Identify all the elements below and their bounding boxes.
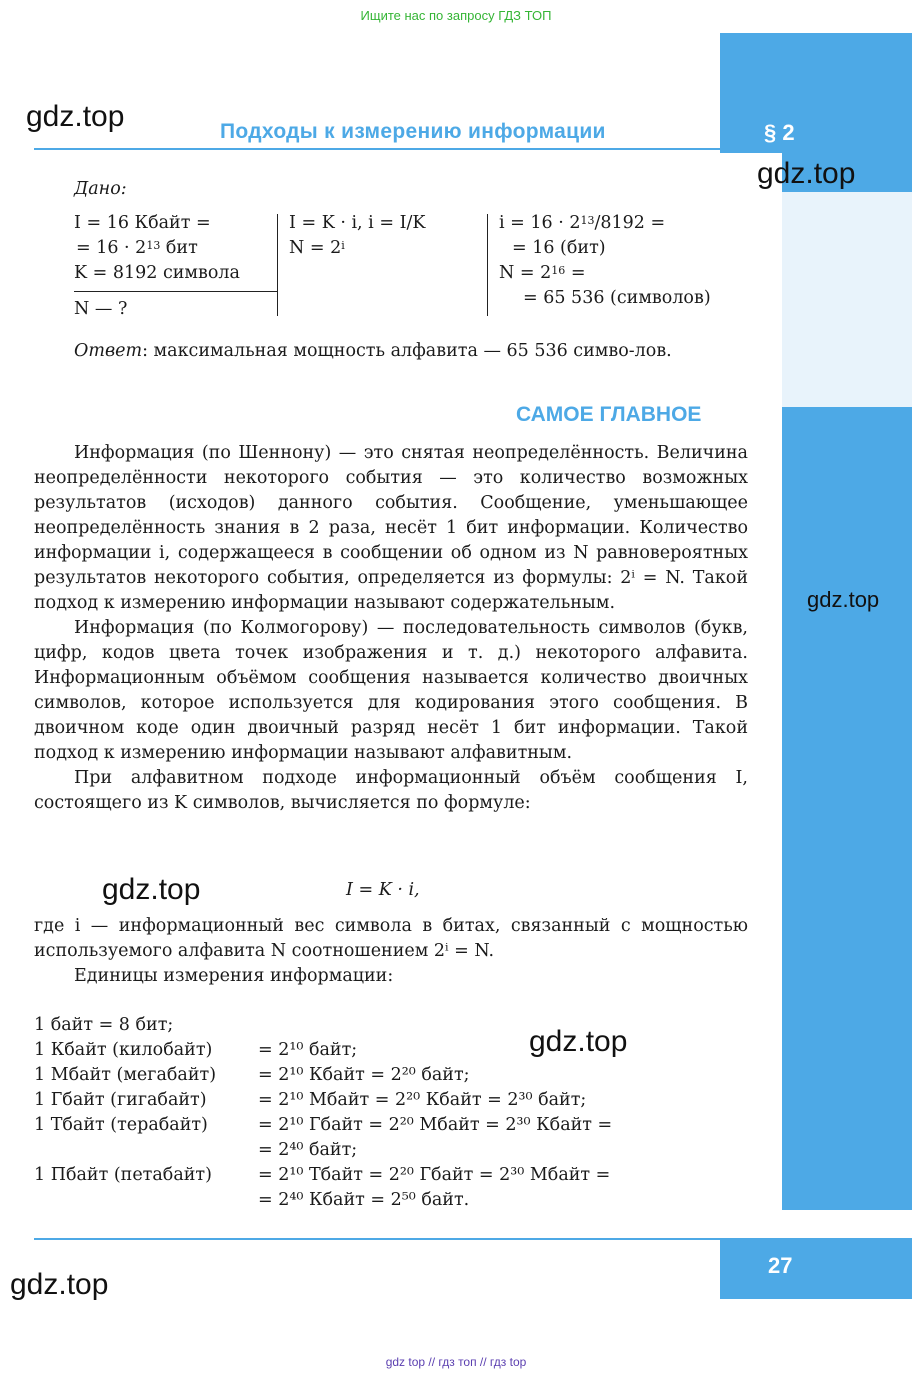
margin-blue-band [782,407,912,1210]
unit-equation-cont: = 2⁴⁰ Кбайт = 2⁵⁰ байт. [258,1190,470,1210]
given-col2 [289,211,425,261]
watermark: gdz.top [529,1025,628,1058]
page-header-title: Подходы к измерению информации [220,120,606,143]
watermark: gdz.top [102,873,201,906]
solution-line: = 65 536 (символов) [523,288,711,308]
top-banner[interactable]: Ищите нас по запросу ГДЗ ТОП [360,8,552,23]
bottom-banner[interactable]: gdz top // гдз топ // гдз top [385,1355,527,1369]
page-number: 27 [768,1253,793,1278]
summary-heading: САМОЕ ГЛАВНОЕ [516,403,702,426]
answer-label: Ответ [74,341,143,361]
given-col3 [499,211,711,311]
given-label: Дано: [74,179,127,199]
unit-row: 1 Кбайт (килобайт) [34,1040,213,1060]
summary-paragraph-5: Единицы измерения информации: [74,966,394,986]
unit-equation: = 2¹⁰ байт; [258,1040,358,1060]
given-separator-2 [487,214,488,316]
solution-line: = 16 (бит) [512,238,606,258]
summary-paragraph-4: где i — информационный вес символа в битах, связанный с мощностью используемого алфавита N соотношением 2ⁱ = N. [34,916,748,961]
unit-equation: = 2¹⁰ Гбайт = 2²⁰ Мбайт = 2³⁰ Кбайт = [258,1115,613,1135]
unit-row: 1 Пбайт (петабайт) [34,1165,212,1185]
formula-line: I = K · i, i = I/K [289,213,426,233]
given-line: I = 16 Кбайт = [74,213,211,233]
header-tab [720,33,912,153]
unit-row: 1 байт = 8 бит; [34,1015,174,1035]
answer-text: : максимальная мощность алфавита — 65 536 симво-лов. [142,341,672,361]
formula: I = K · i, [346,880,420,900]
given-col1 [74,211,240,286]
summary-paragraph-2: Информация (по Колмогорову) — последовательность символов (букв, цифр, кодов цвета точек изображения и т. д.) некоторого алфавита. Информационным объёмом сообщения называется количество двоичных символов, которое используется для кодирования этого сообщения. В двоичном коде один двоичный разряд несёт 1 бит информации. Такой подход к измерению информации называют алфавитным. [34,618,748,763]
margin-light-band [782,192,912,407]
given-unknown: N — ? [74,299,128,319]
unit-equation-cont: = 2⁴⁰ байт; [258,1140,358,1160]
footer-rule [34,1238,720,1240]
answer [34,339,748,364]
watermark: gdz.top [757,157,856,190]
solution-line: $N = 2^{16}$ = [499,263,586,283]
watermark: gdz.top [807,587,880,612]
summary-body [34,441,748,816]
given-separator-1 [277,214,278,316]
given-divider [74,291,278,292]
section-number: § 2 [764,120,795,145]
unit-row: 1 Мбайт (мегабайт) [34,1065,217,1085]
formula-line: $N = 2^i$ [289,238,345,258]
unit-equation: = 2¹⁰ Тбайт = 2²⁰ Гбайт = 2³⁰ Мбайт = [258,1165,611,1185]
summary-paragraph-1: Информация (по Шеннону) — это снятая неопределённость. Величина неопределённости некоторого события — это количество возможных результатов (исходов) данного события. Сообщение, уменьшающее неопределённость знания в 2 раза, несёт 1 бит информации. Количество информации i, содержащееся в сообщении об одном из N равновероятных результатов некоторого события, определяется из формулы: 2ⁱ = N. Такой подход к измерению информации называют содержательным. [34,443,748,613]
unit-row: 1 Гбайт (гигабайт) [34,1090,207,1110]
given-line: = $16 \cdot 2^{13}$ бит [76,238,198,258]
unit-equation: = 2¹⁰ Мбайт = 2²⁰ Кбайт = 2³⁰ байт; [258,1090,587,1110]
unit-equation: = 2¹⁰ Кбайт = 2²⁰ байт; [258,1065,470,1085]
summary-body-2 [34,914,748,989]
given-line: K = 8192 символа [74,263,240,283]
page-number-tab [720,1238,912,1299]
watermark: gdz.top [10,1268,109,1301]
unit-row: 1 Тбайт (терабайт) [34,1115,208,1135]
summary-paragraph-3: При алфавитном подходе информационный объём сообщения I, состоящего из K символов, вычисляется по формуле: [34,768,748,813]
header-rule [34,148,720,150]
watermark: gdz.top [26,100,125,133]
solution-line: $i = 16 \cdot 2^{13}/8192$ = [499,213,666,233]
